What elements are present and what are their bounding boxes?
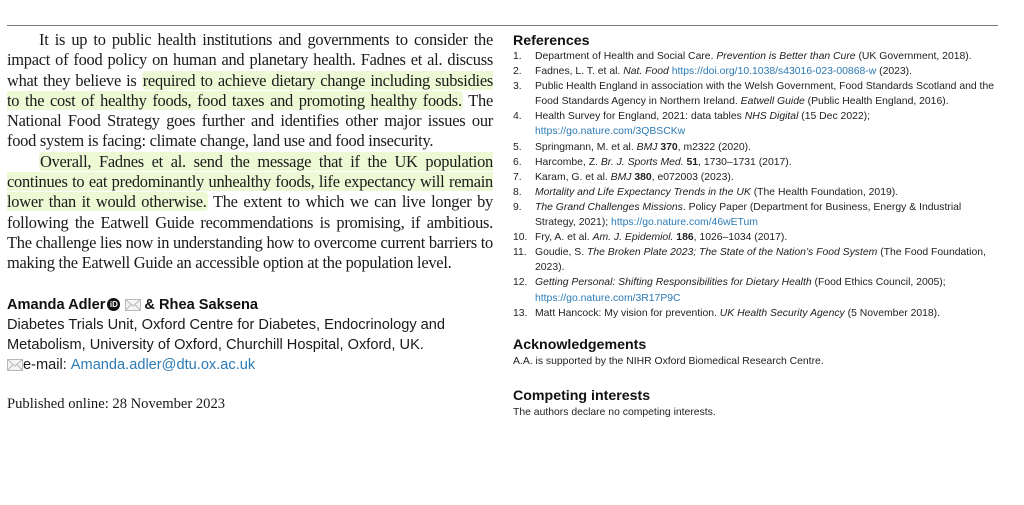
reference-fragment: (2023). bbox=[876, 66, 913, 78]
paragraph-1 bbox=[7, 30, 493, 152]
reference-link[interactable]: https://go.nature.com/3R17P9C bbox=[535, 292, 681, 304]
reference-text bbox=[535, 170, 1003, 185]
reference-number: 9. bbox=[513, 201, 522, 213]
reference-title: Am. J. Epidemiol. bbox=[592, 232, 674, 244]
reference-title: The Broken Plate 2023; The State of the Nation’s Food System bbox=[586, 247, 878, 259]
reference-fragment: (5 November 2018). bbox=[844, 307, 941, 319]
reference-text bbox=[535, 185, 1003, 200]
reference-fragment: Harcombe, Z. bbox=[535, 156, 601, 168]
reference-item bbox=[513, 230, 1003, 245]
acknowledgements-section bbox=[513, 337, 1003, 369]
reference-number: 13. bbox=[513, 307, 528, 319]
acknowledgements-text: A.A. is supported by the NIHR Oxford Biomedical Research Centre. bbox=[513, 355, 824, 367]
reference-fragment: Goudie, S. bbox=[535, 247, 587, 259]
reference-fragment: Springmann, M. et al. bbox=[535, 141, 637, 153]
author-block bbox=[7, 295, 493, 375]
reference-fragment: (Public Health England, 2016). bbox=[804, 96, 949, 108]
reference-number: 6. bbox=[513, 156, 522, 168]
reference-item bbox=[513, 79, 1003, 109]
reference-volume: 186 bbox=[676, 232, 694, 244]
reference-text bbox=[535, 230, 1003, 245]
article-text bbox=[7, 30, 493, 274]
reference-fragment: Public Health England in association with the Welsh Government, Food Standards Scotland and the Food Standards Agency in Northern Ireland. bbox=[535, 81, 994, 108]
reference-number: 3. bbox=[513, 81, 522, 93]
reference-item bbox=[513, 200, 1003, 230]
reference-number: 7. bbox=[513, 171, 522, 183]
reference-text bbox=[535, 79, 1003, 109]
reference-item bbox=[513, 170, 1003, 185]
author-name-adler[interactable]: Amanda Adler bbox=[7, 296, 106, 313]
reference-fragment: Karam, G. et al. bbox=[535, 171, 611, 183]
reference-title: Getting Personal: Shifting Responsibilities for Dietary Health bbox=[535, 277, 812, 289]
text-segment: It is up to public health institutions and governments to consider the impact of food policy on human and planetary health. Fadnes et al. discuss what they believe is bbox=[7, 30, 493, 90]
reference-list bbox=[513, 49, 1003, 321]
references-heading: References bbox=[513, 33, 590, 49]
reference-text bbox=[535, 49, 1003, 64]
reference-fragment: Fry, A. et al. bbox=[535, 232, 593, 244]
reference-item bbox=[513, 155, 1003, 170]
email-label: e-mail: bbox=[23, 356, 67, 373]
reference-volume: 51 bbox=[686, 156, 699, 168]
email-link[interactable]: Amanda.adler@dtu.ox.ac.uk bbox=[70, 356, 256, 373]
reference-text bbox=[535, 245, 1003, 275]
reference-fragment: , 1730–1731 (2017). bbox=[698, 156, 792, 168]
reference-title: BMJ bbox=[636, 141, 658, 153]
reference-text bbox=[535, 306, 1003, 321]
reference-title: Nat. Food bbox=[623, 66, 669, 78]
reference-title: NHS Digital bbox=[744, 111, 799, 123]
reference-link[interactable]: https://go.nature.com/46wETum bbox=[611, 217, 758, 229]
reference-fragment: Matt Hancock: My vision for prevention. bbox=[535, 307, 720, 319]
reference-item bbox=[513, 306, 1003, 321]
reference-link[interactable]: https://go.nature.com/3QBSCKw bbox=[535, 126, 686, 138]
reference-fragment: (Food Ethics Council, 2005); bbox=[811, 277, 946, 289]
email-line bbox=[7, 355, 493, 375]
reference-number: 2. bbox=[513, 66, 522, 78]
paragraph-2 bbox=[7, 152, 493, 274]
reference-fragment: (15 Dec 2022); bbox=[798, 111, 871, 123]
competing-interests-heading: Competing interests bbox=[513, 387, 651, 404]
reference-item bbox=[513, 109, 1003, 139]
reference-text bbox=[535, 140, 1003, 155]
author-names bbox=[7, 295, 493, 315]
competing-interests-section bbox=[513, 388, 1003, 420]
reference-text bbox=[535, 64, 1003, 79]
reference-number: 5. bbox=[513, 141, 522, 153]
reference-text bbox=[535, 109, 1003, 139]
reference-link[interactable]: https://doi.org/10.1038/s43016-023-00868-w bbox=[671, 66, 877, 78]
acknowledgements-heading: Acknowledgements bbox=[513, 336, 647, 353]
reference-number: 8. bbox=[513, 186, 522, 198]
reference-fragment: Fadnes, L. T. et al. bbox=[535, 66, 624, 78]
reference-title: The Grand Challenges Missions bbox=[535, 201, 683, 213]
reference-title: Br. J. Sports Med. bbox=[600, 156, 684, 168]
reference-number: 12. bbox=[513, 277, 528, 289]
affiliation-line-1: Diabetes Trials Unit, Oxford Centre for Diabetes, Endocrinology and bbox=[7, 316, 446, 333]
reference-fragment: , e072003 (2023). bbox=[651, 171, 734, 183]
author-name-saksena[interactable]: & Rhea Saksena bbox=[144, 296, 258, 313]
affiliation-line-2: Metabolism, University of Oxford, Churchill Hospital, Oxford, UK. bbox=[7, 336, 424, 353]
reference-fragment: Health Survey for England, 2021: data tables bbox=[535, 111, 745, 123]
envelope-icon bbox=[7, 359, 23, 371]
reference-number: 10. bbox=[513, 232, 528, 244]
reference-volume: 370 bbox=[660, 141, 678, 153]
reference-item bbox=[513, 185, 1003, 200]
envelope-icon[interactable] bbox=[125, 299, 141, 311]
reference-title: UK Health Security Agency bbox=[719, 307, 845, 319]
back-matter-column bbox=[513, 33, 1003, 420]
competing-interests-text: The authors declare no competing interests. bbox=[513, 406, 716, 418]
highlighted-text: required to achieve dietary change including subsidies to the cost of healthy foods, food taxes and promoting healthy foods. bbox=[7, 70, 493, 110]
reference-text bbox=[535, 155, 1003, 170]
highlighted-text: Overall, Fadnes et al. send the message that if the UK population continues to eat predominantly unhealthy foods, life expectancy will remain lower than it would otherwise. bbox=[7, 151, 493, 212]
reference-text bbox=[535, 275, 1003, 305]
top-divider bbox=[7, 25, 998, 26]
article-body-column bbox=[7, 30, 493, 413]
reference-item bbox=[513, 49, 1003, 64]
reference-fragment: , m2322 (2020). bbox=[677, 141, 752, 153]
reference-title: BMJ bbox=[610, 171, 632, 183]
reference-fragment: (The Health Foundation, 2019). bbox=[750, 186, 899, 198]
reference-volume: 380 bbox=[634, 171, 652, 183]
published-date: Published online: 28 November 2023 bbox=[7, 395, 226, 412]
orcid-icon[interactable]: iD bbox=[107, 298, 120, 311]
reference-number: 11. bbox=[513, 247, 527, 259]
reference-title: Prevention is Better than Cure bbox=[716, 51, 856, 62]
reference-item bbox=[513, 275, 1003, 305]
reference-title: Eatwell Guide bbox=[740, 96, 805, 108]
reference-fragment: (The Food Foundation, 2023). bbox=[535, 247, 986, 274]
reference-item bbox=[513, 140, 1003, 155]
reference-fragment: Department of Health and Social Care. bbox=[535, 51, 717, 62]
reference-number: 1. bbox=[513, 51, 522, 62]
text-segment: The National Food Strategy goes further and identifies other major issues our food system is facing: climate change, land use and food insecurity. bbox=[7, 90, 493, 151]
reference-title: Mortality and Life Expectancy Trends in the UK bbox=[535, 186, 751, 198]
reference-number: 4. bbox=[513, 111, 522, 123]
reference-fragment: (UK Government, 2018). bbox=[855, 51, 972, 62]
reference-item bbox=[513, 245, 1003, 275]
reference-item bbox=[513, 64, 1003, 79]
text-segment: The extent to which we can live longer by following the Eatwell Guide recommendations is promising, if ambitious. The challenge lies now in understanding how to overcome current barriers to making the Eatwell Guide an accessible option at the population level. bbox=[7, 192, 494, 273]
reference-fragment: . Policy Paper (Department for Business, Energy & Industrial Strategy, 2021); bbox=[535, 201, 962, 229]
reference-fragment: , 1026–1034 (2017). bbox=[693, 232, 788, 244]
reference-text bbox=[535, 200, 1003, 230]
